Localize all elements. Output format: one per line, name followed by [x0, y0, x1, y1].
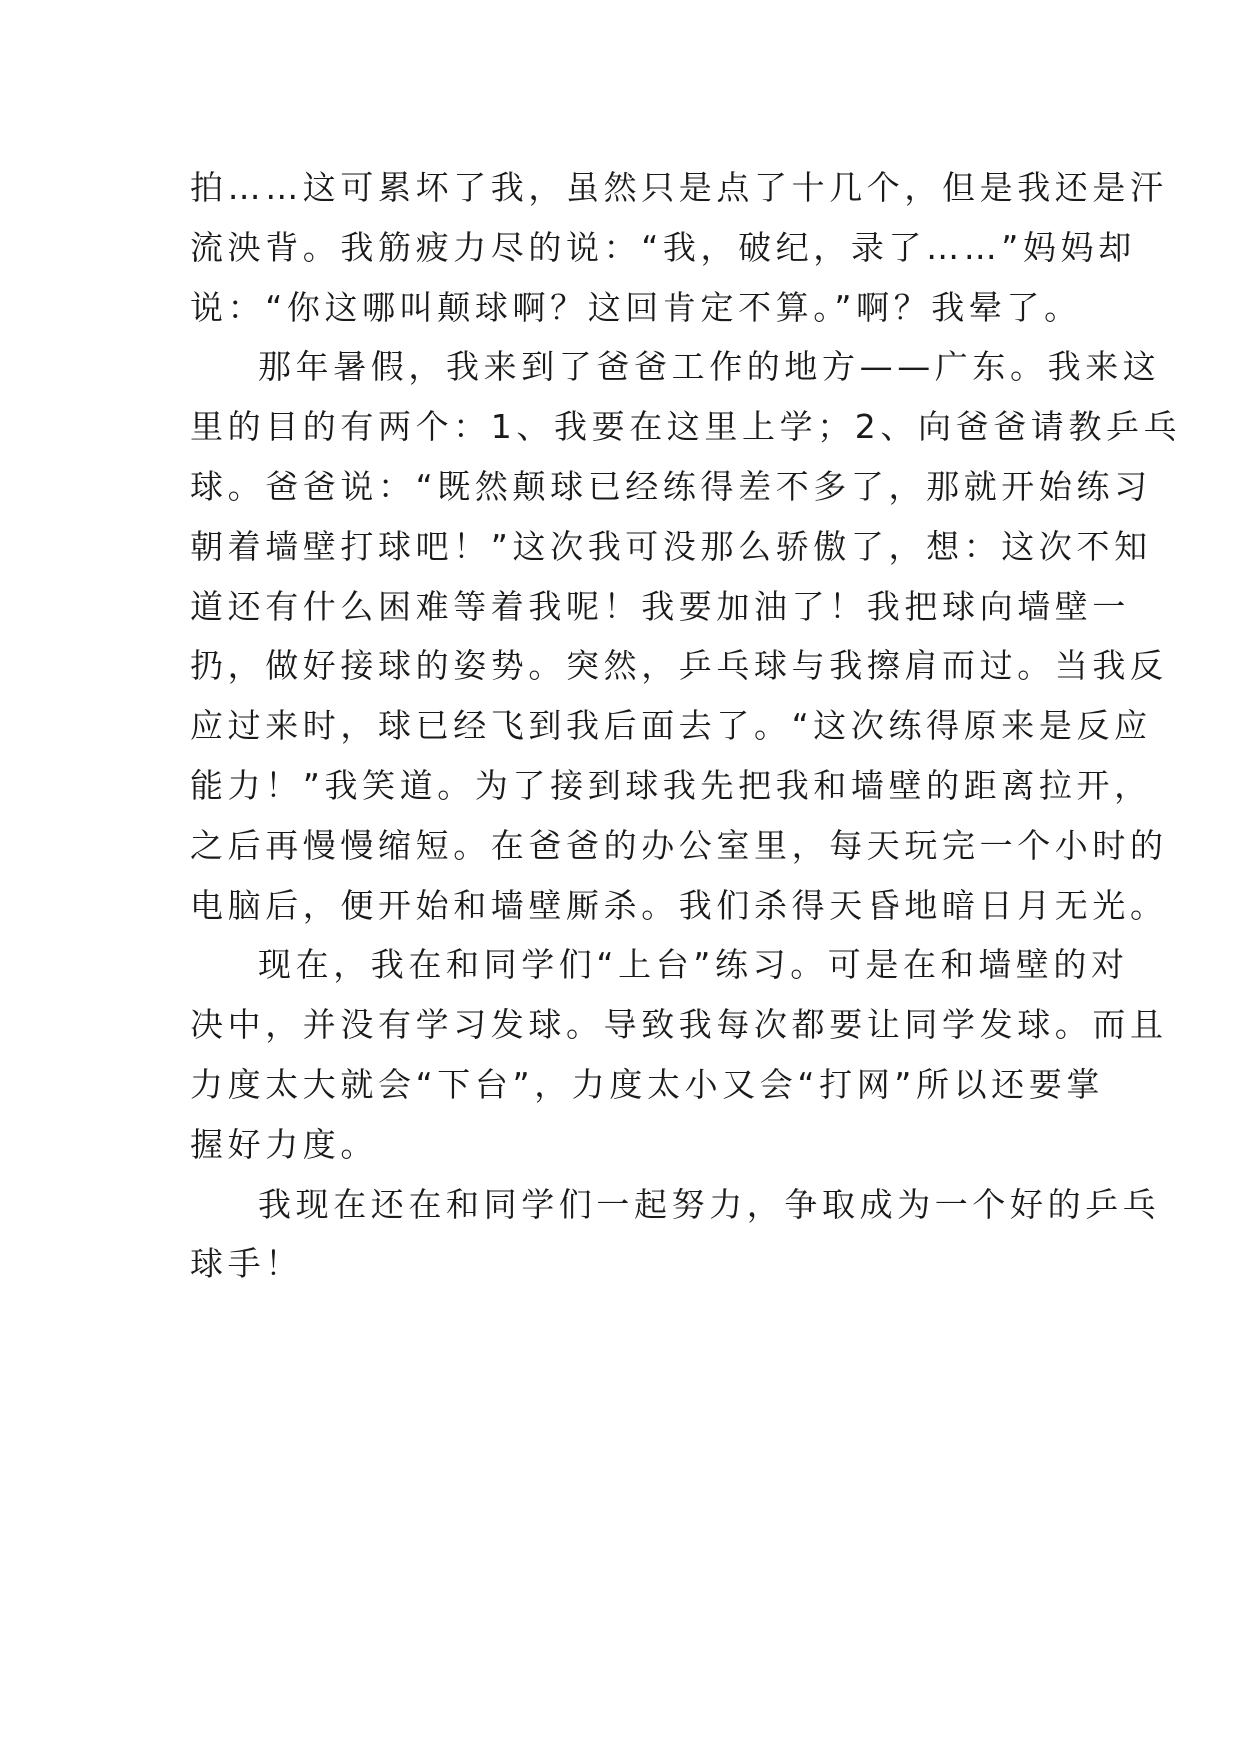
- text-line: 说：“你这哪叫颠球啊？这回肯定不算。”啊？我晕了。: [190, 287, 1082, 327]
- text-line: 球。爸爸说：“既然颠球已经练得差不多了，那就开始练习: [190, 466, 1152, 506]
- text-line: 握好力度。: [190, 1124, 378, 1164]
- text-line: 力度太大就会“下台”，力度太小又会“打网”所以还要掌: [190, 1064, 1104, 1104]
- text-line: 能力！”我笑道。为了接到球我先把我和墙壁的距离拉开，: [190, 765, 1152, 805]
- text-line: 道还有什么困难等着我呢！我要加油了！我把球向墙壁一: [190, 586, 1130, 626]
- text-line: 决中，并没有学习发球。导致我每次都要让同学发球。而且: [190, 1005, 1168, 1045]
- paragraph-start-line: 我现在还在和同学们一起努力，争取成为一个好的乒乓: [258, 1184, 1161, 1224]
- text-line: 拍……这可累坏了我，虽然只是点了十几个，但是我还是汗: [190, 168, 1168, 207]
- text-line: 朝着墙壁打球吧！”这次我可没那么骄傲了，想：这次不知: [190, 526, 1152, 566]
- text-line: 电脑后，便开始和墙壁厮杀。我们杀得天昏地暗日月无光。: [190, 885, 1168, 925]
- document-body: [190, 158, 1182, 1294]
- text-line: 流泱背。我筋疲力尽的说：“我，破纪，录了……”妈妈却: [190, 227, 1136, 267]
- text-line: 之后再慢慢缩短。在爸爸的办公室里，每天玩完一个小时的: [190, 825, 1168, 865]
- text-line: 扔，做好接球的姿势。突然，乒乓球与我擦肩而过。当我反: [190, 646, 1168, 686]
- paragraph-start-line: 现在，我在和同学们“上台”练习。可是在和墙壁的对: [258, 945, 1129, 985]
- text-line: 球手！: [190, 1244, 303, 1284]
- text-line: 里的目的有两个：1、我要在这里上学；2、向爸爸请教乒乓: [190, 407, 1182, 447]
- paragraph-start-line: 那年暑假，我来到了爸爸工作的地方——广东。我来这: [258, 347, 1161, 387]
- text-line: 应过来时，球已经飞到我后面去了。“这次练得原来是反应: [190, 706, 1152, 746]
